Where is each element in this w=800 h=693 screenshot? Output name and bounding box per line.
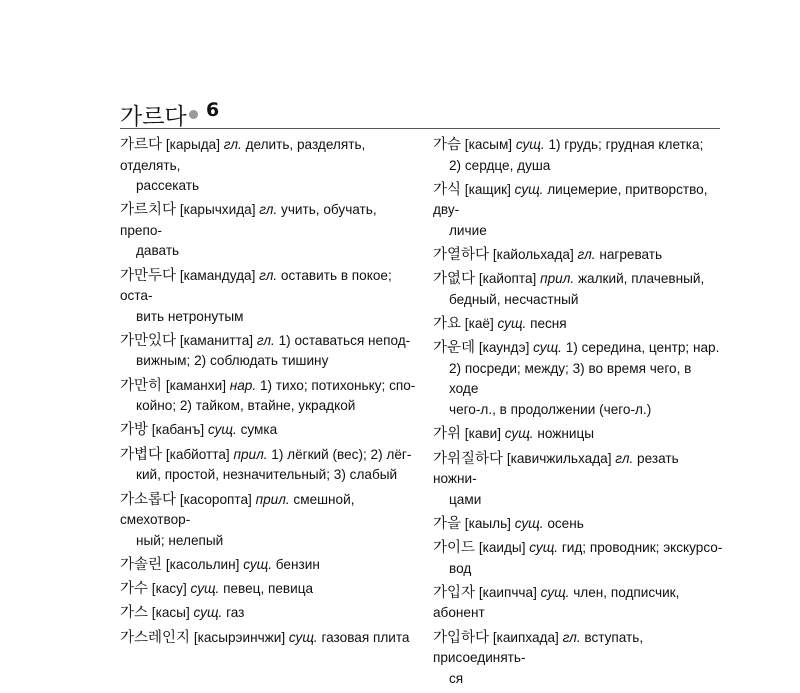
header-headword: 가르다 [120,104,187,130]
entry-definition: резать ножни- [433,450,679,487]
entry-headword: 가볍다 [120,446,163,463]
entry-pos: сущ. [533,340,562,356]
entry-definition: гид; проводник; экскурсо- [561,540,723,556]
dictionary-entry [433,583,723,624]
dictionary-entry [120,420,416,441]
dictionary-entry [120,376,416,417]
entry-definition-cont: ся [449,670,464,686]
dictionary-entry [433,180,723,242]
entry-definition: газовая плита [321,629,410,645]
entry-pos: прил. [233,446,268,462]
entry-transcription: [каипчча] [478,584,537,600]
entry-definition-cont: ный; нелепый [136,532,224,548]
dictionary-entry [433,424,723,445]
entry-definition-cont: 2) посреди; между; 3) во время чего, в ходе [449,360,692,397]
dictionary-entry [433,514,723,535]
dictionary-entry [433,135,723,176]
entry-transcription: [каиды] [478,540,526,556]
entry-definition: член, подписчик, абонент [433,584,680,621]
entry-pos: сущ. [529,540,559,556]
entry-definition-cont: чего-л., в продолжении (чего-л.) [449,401,652,417]
entry-headword: 가스레인지 [120,629,191,646]
entry-pos: сущ. [288,629,318,645]
entry-headword: 가만히 [120,377,163,394]
entry-definition: 1) оставаться непод- [278,332,411,348]
entry-pos: сущ. [207,422,237,438]
entry-transcription: [касоропта] [179,491,252,507]
entry-headword: 가엾다 [433,271,476,288]
entry-pos: гл. [223,137,242,152]
entry-headword: 가입자 [433,584,476,601]
entry-definition-cont: вить нетронутым [136,308,244,324]
entry-headword: 가만두다 [120,267,177,284]
entry-transcription: [каманхи] [165,377,226,393]
entry-definition: учить, обучать, препо- [120,202,377,238]
dictionary-entry [433,538,723,579]
dictionary-entry [120,331,416,372]
entry-transcription: [кайольхада] [492,247,574,263]
entry-headword: 가을 [433,515,462,532]
entry-pos: сущ. [514,181,544,197]
entry-headword: 가슴 [433,137,462,153]
entry-definition-cont: рассекать [136,178,200,193]
entry-headword: 가위 [433,426,462,443]
entry-headword: 가운데 [433,340,476,357]
entry-pos: сущ. [190,581,220,597]
entry-headword: 가르다 [120,137,163,153]
entry-definition: жалкий, плачевный, [577,271,705,287]
entry-transcription: [каманитта] [179,332,254,348]
entry-pos: гл. [259,267,278,283]
bullet-dot-icon [189,110,198,119]
dictionary-entry [120,628,416,649]
entry-transcription: [каё] [464,316,494,332]
dictionary-entry [120,555,416,576]
entry-definition-cont: вод [449,560,472,576]
entry-transcription: [кабанъ] [151,422,205,438]
entry-headword: 가만있다 [120,332,177,349]
entry-headword: 가열하다 [433,247,490,264]
entry-definition: ножницы [537,426,595,442]
entry-pos: прил. [540,271,575,287]
entry-definition-cont: личие [449,222,487,238]
dictionary-entry [120,266,416,328]
entry-pos: сущ. [504,426,534,442]
entry-transcription: [касырэинчжи] [193,629,286,645]
entry-definition-cont: цами [449,491,482,507]
entry-transcription: [карыда] [165,137,220,152]
entry-headword: 가이드 [433,540,476,557]
entry-definition: лицемерие, притворство, дву- [433,181,708,218]
entry-pos: сущ. [193,605,223,621]
dictionary-entry [433,245,723,266]
entry-pos: гл. [256,332,275,348]
entry-transcription: [касольлин] [165,556,240,572]
dictionary-entry [433,314,723,335]
entry-transcription: [касу] [151,581,187,597]
entry-pos: гл. [577,247,596,263]
entry-transcription: [кави] [464,426,501,442]
entry-definition-cont: кий, простой, незначительный; 3) слабый [136,467,398,483]
entry-definition: 1) середина, центр; нар. [565,340,720,356]
entry-definition-cont: 2) сердце, душа [449,157,551,173]
entry-transcription: [кайопта] [478,271,537,287]
entry-definition-cont: койно; 2) тайком, втайне, украдкой [136,398,356,414]
entry-transcription: [каыль] [464,515,511,531]
entry-pos: гл. [259,202,278,218]
entry-headword: 가요 [433,316,462,333]
entry-definition: песня [530,316,567,332]
entry-transcription: [каундэ] [478,340,530,356]
entry-pos: сущ. [497,316,527,332]
entry-definition: 1) грудь; грудная клетка; [548,137,704,152]
dictionary-entry [120,135,416,197]
entry-definition: газ [226,605,245,621]
page-number: 6 [206,99,220,121]
entry-definition: 1) тихо; потихоньку; спо- [259,377,416,393]
dictionary-entry [120,603,416,624]
entry-pos: сущ. [243,556,273,572]
entry-pos: сущ. [514,515,544,531]
entry-definition: бензин [275,556,320,572]
entry-headword: 가수 [120,581,149,598]
entry-headword: 가방 [120,422,149,439]
entry-headword: 가입하다 [433,629,490,646]
entry-transcription: [кавичжильхада] [506,450,612,466]
dictionary-entry [120,490,416,552]
entry-definition: делить, разделять, отделять, [120,137,366,173]
entry-transcription: [карычхида] [179,202,256,218]
entry-definition-cont: бедный, несчастный [449,291,579,307]
entry-headword: 가솔린 [120,556,163,573]
entry-pos: сущ. [515,137,545,152]
entry-pos: нар. [229,377,257,393]
entry-headword: 가소롭다 [120,491,177,508]
entry-definition: певец, певица [223,581,314,597]
entry-transcription: [касым] [464,137,513,152]
dictionary-entry [120,445,416,486]
dictionary-entry [433,449,723,511]
dictionary-entry [433,269,723,310]
running-header [120,94,720,129]
entry-transcription: [камандуда] [179,267,256,283]
left-column [120,135,416,652]
entry-pos: прил. [255,491,290,507]
dictionary-entry [120,200,416,262]
entry-definition: вступать, присоединять- [433,629,644,666]
entry-headword: 가스 [120,605,149,622]
right-column [433,135,723,693]
entry-definition: оставить в покое; оста- [120,267,392,304]
dictionary-entry [433,628,723,690]
entry-definition: смешной, смехотвор- [120,491,355,528]
entry-definition-cont: давать [136,243,180,259]
entry-pos: сущ. [540,584,570,600]
entry-transcription: [кабйотта] [165,446,230,462]
entry-headword: 가위질하다 [433,450,504,467]
dictionary-entry [120,579,416,600]
entry-definition-cont: вижным; 2) соблюдать тишину [136,353,329,369]
entry-pos: гл. [615,450,634,466]
entry-definition: сумка [240,422,278,438]
dictionary-entry [433,338,723,420]
entry-pos: гл. [562,629,581,645]
entry-definition: нагревать [599,247,663,263]
entry-headword: 가식 [433,181,462,198]
entry-transcription: [каипхада] [492,629,559,645]
entry-definition: осень [547,515,584,531]
entry-headword: 가르치다 [120,202,177,219]
entry-transcription: [касы] [151,605,190,621]
entry-definition: 1) лёгкий (вес); 2) лёг- [271,446,412,462]
entry-transcription: [кащик] [464,181,511,197]
